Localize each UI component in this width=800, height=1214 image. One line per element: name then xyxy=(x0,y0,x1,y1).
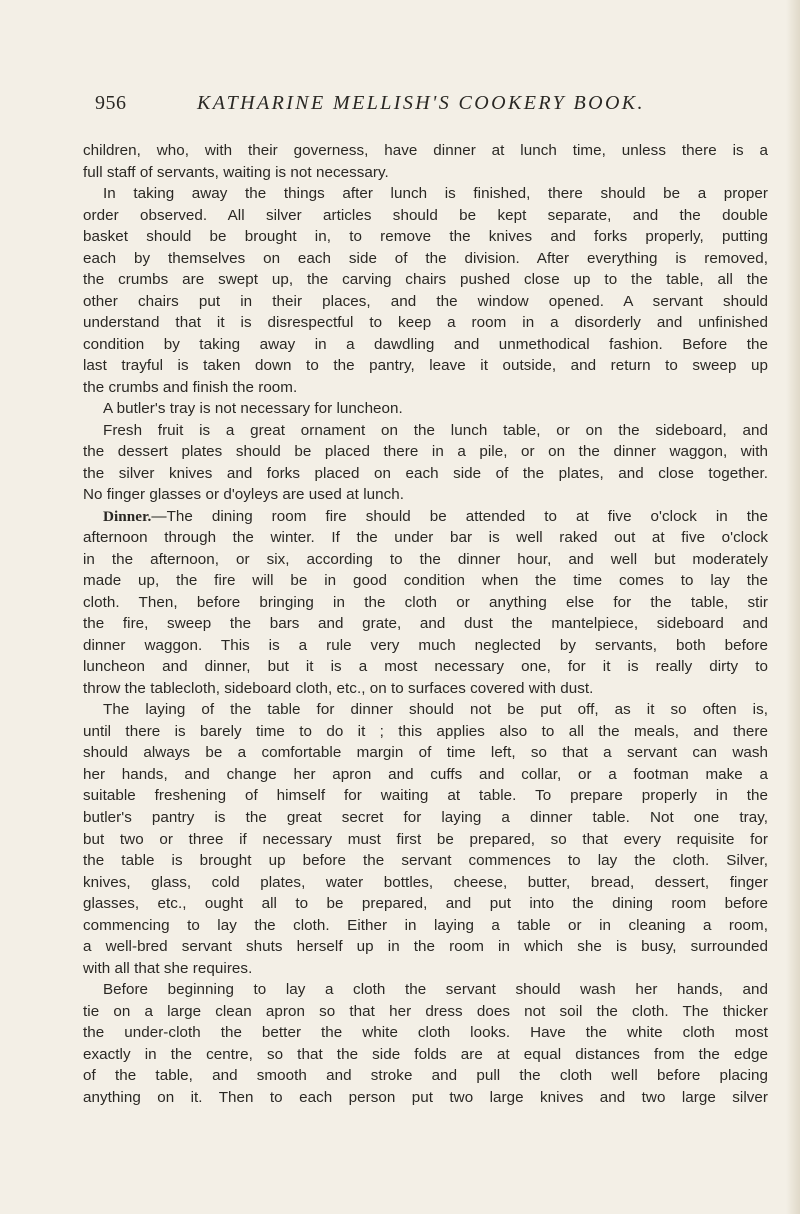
text-line xyxy=(83,420,768,442)
text-line-content: until there is barely time to do it ; this applies also to all the meals, and there xyxy=(83,722,768,740)
text-line-content: In taking away the things after lunch is finished, there should be a proper xyxy=(103,185,768,203)
text-line-content: should always be a comfortable margin of time left, so that a servant can wash xyxy=(83,744,768,762)
text-line-content: a well-bred servant shuts herself up in the room in which she is busy, surrounded xyxy=(83,938,768,956)
text-line-content: afternoon through the winter. If the under bar is well raked out at five o'clock xyxy=(83,529,768,547)
text-line xyxy=(83,1087,768,1109)
text-line xyxy=(83,764,768,786)
text-line xyxy=(83,678,768,700)
text-line-content: A butler's tray is not necessary for luncheon. xyxy=(103,400,403,418)
text-line-content: the dessert plates should be placed there in a pile, or on the dinner waggon, with xyxy=(83,443,768,461)
text-line xyxy=(83,549,768,571)
text-line xyxy=(83,785,768,807)
text-line-content: No finger glasses or d'oyleys are used at lunch. xyxy=(83,486,405,504)
text-line-content: the crumbs are swept up, the carving chairs pushed close up to the table, all the xyxy=(83,271,768,289)
text-line-content: commencing to lay the cloth. Either in laying a table or in cleaning a room, xyxy=(83,916,768,934)
text-line xyxy=(83,484,768,506)
text-line xyxy=(83,162,768,184)
text-line-content: suitable freshening of himself for waiting at table. To prepare properly in the xyxy=(83,787,768,805)
text-line xyxy=(83,979,768,1001)
text-line xyxy=(83,742,768,764)
text-line xyxy=(83,872,768,894)
text-line xyxy=(83,699,768,721)
text-line-content: condition by taking away in a dawdling and unmethodical fashion. Before the xyxy=(83,335,768,353)
text-line-content: order observed. All silver articles should be kept separate, and the double xyxy=(83,206,768,224)
text-line xyxy=(83,915,768,937)
text-line xyxy=(83,441,768,463)
text-line-content: tie on a large clean apron so that her dress does not soil the cloth. The thicker xyxy=(83,1002,768,1020)
text-line-content: but two or three if necessary must first be prepared, so that every requisite for xyxy=(83,830,768,848)
text-line xyxy=(83,936,768,958)
section-heading: Dinner. xyxy=(103,507,152,525)
text-line xyxy=(83,463,768,485)
text-line-content: glasses, etc., ought all to be prepared, and put into the dining room before xyxy=(83,895,768,913)
text-line-content: in the afternoon, or six, according to the dinner hour, and well but moderately xyxy=(83,550,768,568)
text-line-content: exactly in the centre, so that the side folds are at equal distances from the edge xyxy=(83,1045,768,1063)
text-line-content: other chairs put in their places, and the window opened. A servant should xyxy=(83,292,768,310)
text-line xyxy=(83,355,768,377)
text-line-content: dinner waggon. This is a rule very much neglected by servants, both before xyxy=(83,636,768,654)
text-line xyxy=(83,1022,768,1044)
text-line xyxy=(83,226,768,248)
text-line xyxy=(83,269,768,291)
text-line xyxy=(83,1001,768,1023)
text-line xyxy=(83,958,768,980)
text-line-content: the under-cloth the better the white cloth looks. Have the white cloth most xyxy=(83,1024,768,1042)
text-line xyxy=(83,205,768,227)
text-line xyxy=(83,248,768,270)
text-line xyxy=(83,1065,768,1087)
text-line-content: her hands, and change her apron and cuffs and collar, or a footman make a xyxy=(83,765,768,783)
text-line-content: Before beginning to lay a cloth the servant should wash her hands, and xyxy=(103,981,768,999)
text-line xyxy=(83,613,768,635)
body-text xyxy=(83,140,768,1108)
text-line xyxy=(83,140,768,162)
text-line xyxy=(83,312,768,334)
text-line-content: understand that it is disrespectful to keep a room in a disorderly and unfinished xyxy=(83,314,768,332)
text-line-content: butler's pantry is the great secret for laying a dinner table. Not one tray, xyxy=(83,808,768,826)
text-line-content: The laying of the table for dinner should not be put off, as it so often is, xyxy=(103,701,768,719)
text-line-content: the fire, sweep the bars and grate, and dust the mantelpiece, sideboard and xyxy=(83,615,768,633)
text-line xyxy=(83,807,768,829)
text-line xyxy=(83,893,768,915)
text-line-content: throw the tablecloth, sideboard cloth, etc., on to surfaces covered with dust. xyxy=(83,679,594,697)
text-line-content: the table is brought up before the servant commences to lay the cloth. Silver, xyxy=(83,852,768,870)
text-line xyxy=(83,635,768,657)
text-line-content: basket should be brought in, to remove the knives and forks properly, putting xyxy=(83,228,768,246)
page-number: 956 xyxy=(95,92,127,114)
text-line xyxy=(83,183,768,205)
text-line-content: children, who, with their governess, have dinner at lunch time, unless there is a xyxy=(83,142,768,159)
text-line xyxy=(83,592,768,614)
text-line-content: —The dining room fire should be attended to at five o'clock in the xyxy=(151,507,768,525)
text-line-content: with all that she requires. xyxy=(83,959,253,977)
text-line xyxy=(83,527,768,549)
text-line-content: each by themselves on each side of the division. After everything is removed, xyxy=(83,249,768,267)
text-line xyxy=(83,334,768,356)
text-line xyxy=(83,570,768,592)
text-line xyxy=(83,829,768,851)
text-line-content: made up, the fire will be in good condition when the time comes to lay the xyxy=(83,572,768,590)
text-line xyxy=(83,1044,768,1066)
text-line xyxy=(83,377,768,399)
text-line xyxy=(83,398,768,420)
text-line xyxy=(83,656,768,678)
page-header xyxy=(95,92,715,122)
text-line-content: knives, glass, cold plates, water bottles, cheese, butter, bread, dessert, finger xyxy=(83,873,768,891)
text-line-content: the silver knives and forks placed on each side of the plates, and close together. xyxy=(83,464,768,482)
text-line-content: anything on it. Then to each person put two large knives and two large silver xyxy=(83,1088,768,1106)
text-line-content: of the table, and smooth and stroke and pull the cloth well before placing xyxy=(83,1067,768,1085)
running-title: KATHARINE MELLISH'S COOKERY BOOK. xyxy=(197,92,645,114)
text-line-content: last trayful is taken down to the pantry, leave it outside, and return to sweep up xyxy=(83,357,768,375)
text-line xyxy=(83,721,768,743)
text-line-content: the crumbs and finish the room. xyxy=(83,378,298,396)
text-line xyxy=(83,506,768,528)
text-line-content: luncheon and dinner, but it is a most necessary one, for it is really dirty to xyxy=(83,658,768,676)
text-line-content: Fresh fruit is a great ornament on the lunch table, or on the sideboard, and xyxy=(103,421,768,439)
text-line-content: full staff of servants, waiting is not necessary. xyxy=(83,163,389,181)
text-line xyxy=(83,850,768,872)
text-line-content: cloth. Then, before bringing in the cloth or anything else for the table, stir xyxy=(83,593,768,611)
text-line xyxy=(83,291,768,313)
page-edge-shadow xyxy=(786,0,800,1214)
